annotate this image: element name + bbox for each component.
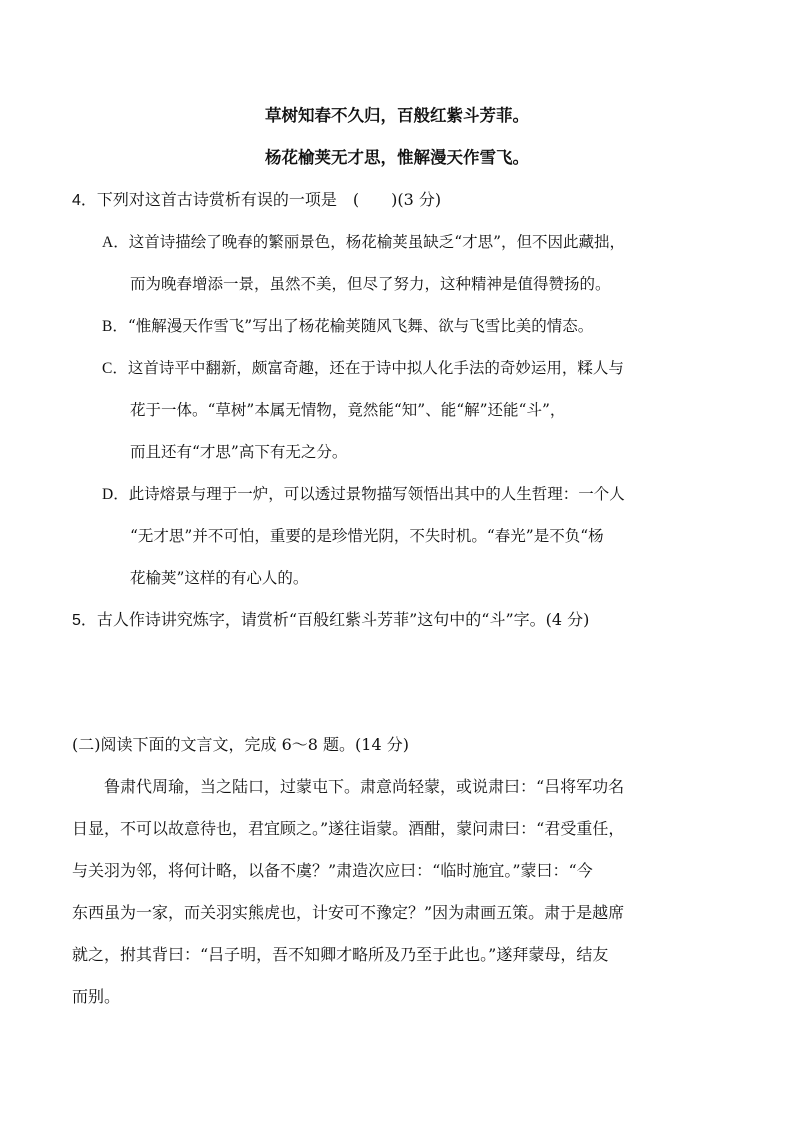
question-5-number: 5． — [72, 612, 97, 629]
question-5-stem: 古人作诗讲究炼字，请赏析“百般红紫斗芳菲”这句中的“斗”字。(4 分) — [96, 610, 590, 629]
option-c-letter: C． — [102, 360, 128, 377]
passage-line-1: 鲁肃代周瑜，当之陆口，过蒙屯下。肃意尚轻蒙，或说肃曰：“吕将军功名 — [104, 777, 625, 796]
passage-line-6: 而别。 — [72, 987, 121, 1006]
question-5-stem-line — [72, 609, 589, 632]
passage-line-3: 与关羽为邻，将何计略，以备不虞？”肃造次应曰：“临时施宜。”蒙曰：“今 — [72, 861, 593, 880]
option-b-letter: B． — [102, 318, 128, 335]
option-b — [102, 315, 593, 338]
option-d-line-1: 此诗熔景与理于一炉，可以透过景物描写领悟出其中的人生哲理：一个人 — [128, 485, 625, 503]
option-c-line-1: 这首诗平中翻新，颇富奇趣，还在于诗中拟人化手法的奇妙运用，糅人与 — [127, 359, 624, 377]
section-2-heading: (二)阅读下面的文言文，完成 6～8 题。(14 分) — [72, 735, 409, 754]
option-a — [102, 231, 625, 254]
option-b-line-1: “惟解漫天作雪飞”写出了杨花榆荚随风飞舞、欲与飞雪比美的情态。 — [127, 317, 594, 335]
option-d — [102, 483, 625, 506]
poem-line-2: 杨花榆荚无才思，惟解漫天作雪飞。 — [265, 148, 529, 167]
option-d-line-2: “无才思”并不可怕，重要的是珍惜光阴，不失时机。“春光”是不负“杨 — [130, 527, 604, 545]
question-4-number: 4． — [72, 192, 97, 209]
question-4-stem-line — [72, 189, 441, 212]
passage-line-4: 东西虽为一家，而关羽实熊虎也，计安可不豫定？”因为肃画五策。肃于是越席 — [72, 903, 625, 922]
option-d-letter: D． — [102, 486, 129, 503]
poem-line-1: 草树知春不久归，百般红紫斗芳菲。 — [265, 106, 529, 125]
option-c-line-3: 而且还有“才思”高下有无之分。 — [130, 443, 348, 461]
option-c-line-2: 花于一体。“草树”本属无情物，竟然能“知”、能“解”还能“斗”， — [130, 401, 566, 419]
option-c — [102, 357, 624, 380]
question-4-stem: 下列对这首古诗赏析有误的一项是 ( )(3 分) — [96, 190, 442, 209]
passage-line-2: 日显，不可以故意待也，君宜顾之。”遂往诣蒙。酒酣，蒙问肃曰：“君受重任， — [72, 819, 625, 838]
option-a-letter: A． — [102, 234, 129, 251]
passage-line-5: 就之，拊其背曰：“吕子明，吾不知卿才略所及乃至于此也。”遂拜蒙母，结友 — [72, 945, 609, 964]
option-a-line-2: 而为晚春增添一景，虽然不美，但尽了努力，这种精神是值得赞扬的。 — [130, 275, 611, 293]
option-d-line-3: 花榆荚”这样的有心人的。 — [130, 569, 309, 587]
option-a-line-1: 这首诗描绘了晚春的繁丽景色，杨花榆荚虽缺乏“才思”，但不因此藏拙， — [128, 233, 626, 251]
